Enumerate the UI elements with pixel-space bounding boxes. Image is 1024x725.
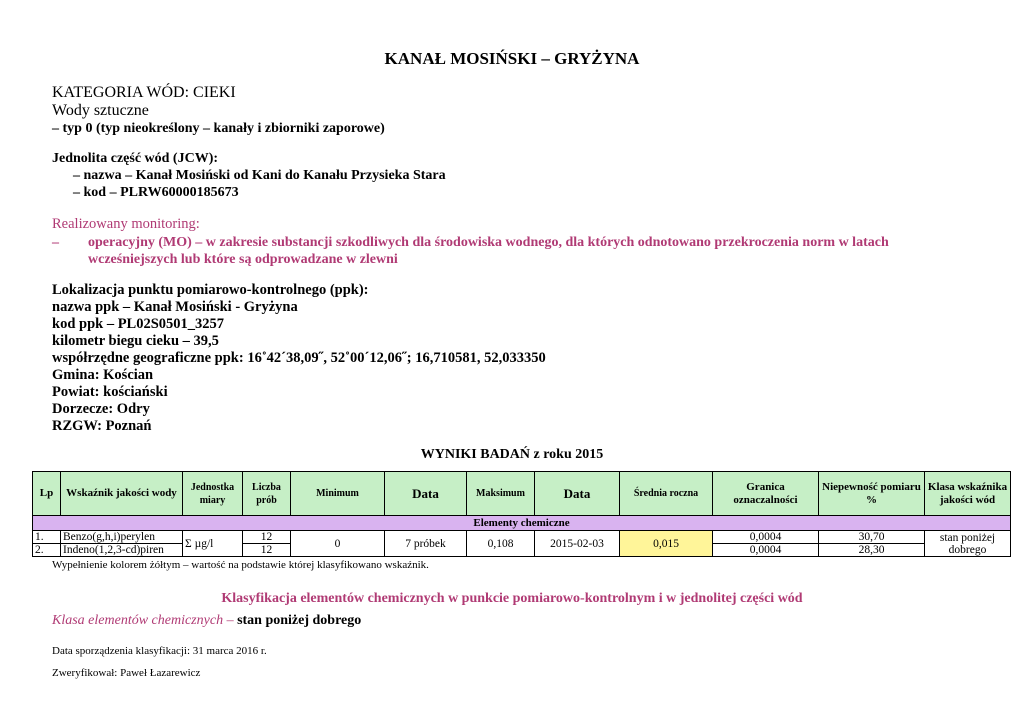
location-block: [52, 282, 546, 435]
cell-lp: 2.: [33, 544, 61, 557]
monitoring-text: [88, 234, 988, 268]
verified-line: Zweryfikował: Paweł Łazarewicz: [52, 667, 201, 679]
cell-date1: 7 próbek: [385, 531, 467, 557]
header-mean: Średnia roczna: [620, 472, 713, 516]
cell-limit: 0,0004: [713, 544, 819, 557]
cell-unit: Σ µg/l: [183, 531, 243, 557]
cell-limit: 0,0004: [713, 531, 819, 544]
category-subheading: Wody sztuczne: [52, 102, 149, 119]
header-date1: Data: [385, 472, 467, 516]
location-gmina: Gmina: Kościan: [52, 367, 154, 383]
location-heading: Lokalizacja punktu pomiarowo-kontrolnego (ppk):: [52, 282, 369, 298]
cell-min: 0: [291, 531, 385, 557]
class-line: [52, 613, 361, 629]
location-dorzecze: Dorzecze: Odry: [52, 401, 150, 417]
location-code: kod ppk – PL02S0501_3257: [52, 316, 225, 332]
section-row: [33, 516, 1011, 531]
jcw-name: – nazwa – Kanał Mosiński od Kani do Kanału Przysieka Stara: [73, 168, 446, 183]
cell-class: stan poniżej dobrego: [925, 531, 1011, 557]
results-title: WYNIKI BADAŃ z roku 2015: [420, 447, 604, 462]
table-note: Wypełnienie kolorem żółtym – wartość na podstawie której klasyfikowano wskaźnik.: [52, 559, 429, 571]
class-label: Klasa elementów chemicznych –: [52, 613, 234, 628]
jcw-code: – kod – PLRW60000185673: [73, 185, 239, 200]
location-coords: współrzędne geograficzne ppk: 16˚42´38,09˝, 52˚00´12,06˝; 16,710581, 52,033350: [52, 350, 546, 366]
cell-count: 12: [243, 531, 291, 544]
table-row: [33, 531, 1011, 544]
location-name: nazwa ppk – Kanał Mosiński - Gryżyna: [52, 299, 298, 315]
cell-uncert: 28,30: [819, 544, 925, 557]
category-heading: KATEGORIA WÓD: CIEKI: [52, 84, 236, 101]
header-lp: Lp: [33, 472, 61, 516]
cell-mean: 0,015: [620, 531, 713, 557]
header-indicator: Wskaźnik jakości wody: [61, 472, 183, 516]
header-limit: Granica oznaczalności: [713, 472, 819, 516]
monitoring-dash: –: [52, 235, 59, 250]
cell-lp: 1.: [33, 531, 61, 544]
date-line: Data sporządzenia klasyfikacji: 31 marca 2016 r.: [52, 645, 267, 657]
location-rzgw: RZGW: Poznań: [52, 418, 152, 434]
header-unit: Jednostka miary: [183, 472, 243, 516]
header-count: Liczba prób: [243, 472, 291, 516]
category-block: [52, 84, 385, 138]
header-max: Maksimum: [467, 472, 535, 516]
location-powiat: Powiat: kościański: [52, 384, 168, 400]
monitoring-line-1: operacyjny (MO) – w zakresie substancji szkodliwych dla środowiska wodnego, dla których odnotowano przekroczenia norm w latach: [88, 235, 889, 250]
page-title: KANAŁ MOSIŃSKI – GRYŻYNA: [384, 49, 640, 68]
results-table: [32, 471, 1011, 557]
monitoring-line-2: wcześniejszych lub które są odprowadzane w zlewni: [88, 252, 398, 267]
location-km: kilometr biegu cieku – 39,5: [52, 333, 219, 349]
cell-uncert: 30,70: [819, 531, 925, 544]
classification-heading: Klasyfikacja elementów chemicznych w punkcie pomiarowo-kontrolnym i w jednolitej części wód: [221, 591, 803, 606]
cell-count: 12: [243, 544, 291, 557]
section-label: Elementy chemiczne: [33, 516, 1011, 531]
jcw-heading: Jednolita część wód (JCW):: [52, 151, 219, 166]
monitoring-heading: Realizowany monitoring:: [52, 216, 200, 232]
table-header-row: [33, 472, 1011, 516]
cell-indicator: Indeno(1,2,3-cd)piren: [61, 544, 183, 557]
header-uncert: Niepewność pomiaru %: [819, 472, 925, 516]
cell-indicator: Benzo(g,h,i)perylen: [61, 531, 183, 544]
header-min: Minimum: [291, 472, 385, 516]
header-date2: Data: [535, 472, 620, 516]
header-class: Klasa wskaźnika jakości wód: [925, 472, 1011, 516]
cell-max: 0,108: [467, 531, 535, 557]
cell-date2: 2015-02-03: [535, 531, 620, 557]
category-type: – typ 0 (typ nieokreślony – kanały i zbiorniki zaporowe): [52, 121, 385, 136]
class-value: stan poniżej dobrego: [237, 613, 362, 628]
jcw-block: [52, 150, 446, 201]
